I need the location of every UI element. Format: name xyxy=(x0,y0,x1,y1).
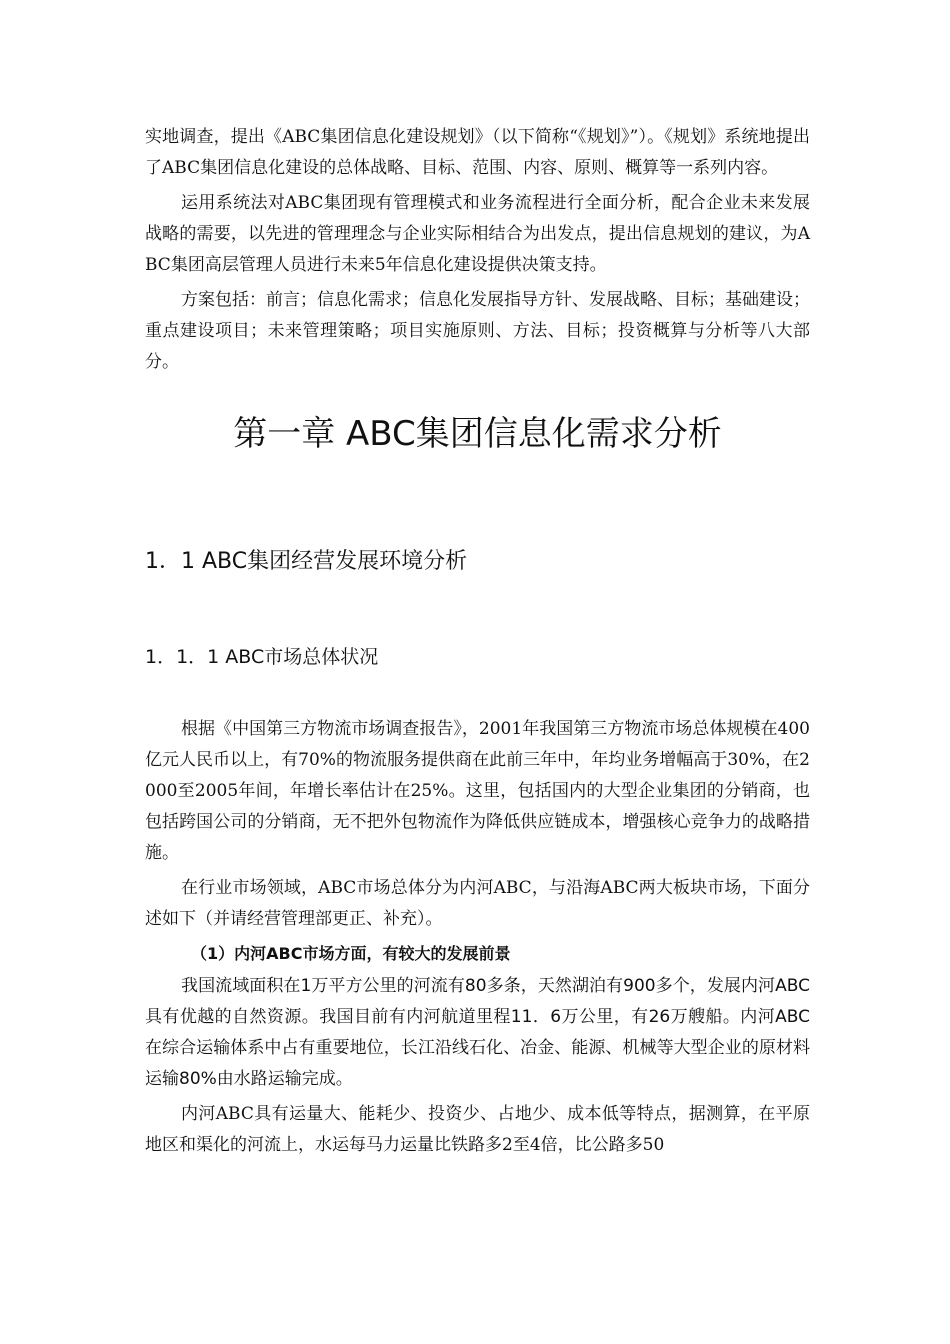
section-heading-1-1-1: 1．1．1 ABC市场总体状况 xyxy=(145,646,379,668)
market-paragraph-1: 根据《中国第三方物流市场调查报告》，2001年我国第三方物流市场总体规模在400亿元人民币以上，有70%的物流服务提供商在此前三年中，年均业务增幅高于30%，在2000至2005年间，年增长率估计在25%。这里，包括国内的大型企业集团的分销商，也包括跨国公司的分销商，无不把外包物流作为降低供应链成本，增强核心竞争力的战略措施。 xyxy=(145,719,810,863)
section-heading-1-1: 1．1 ABC集团经营发展环境分析 xyxy=(145,549,468,574)
inland-subheading: （1）内河ABC市场方面，有较大的发展前景 xyxy=(191,944,511,963)
market-paragraph-2: 在行业市场领域，ABC市场总体分为内河ABC，与沿海ABC两大板块市场，下面分述如下（并请经营管理部更正、补充）。 xyxy=(145,878,810,929)
chapter-title: 第一章 ABC集团信息化需求分析 xyxy=(233,414,722,454)
inland-paragraph-1: 我国流域面积在1万平方公里的河流有80多条，天然湖泊有900多个，发展内河ABC具有优越的自然资源。我国目前有内河航道里程11．6万公里，有26万艘船。内河ABC在综合运输体系中占有重要地位，长江沿线石化、冶金、能源、机械等大型企业的原材料运输80%由水路运输完成。 xyxy=(145,976,810,1089)
intro-paragraph-1: 实地调查，提出《ABC集团信息化建设规划》（以下简称“《规划》”）。《规划》系统地提出了ABC集团信息化建设的总体战略、目标、范围、内容、原则、概算等一系列内容。 xyxy=(145,127,810,178)
intro-paragraph-3: 方案包括：前言；信息化需求；信息化发展指导方针、发展战略、目标；基础建设；重点建设项目；未来管理策略；项目实施原则、方法、目标；投资概算与分析等八大部分。 xyxy=(145,290,810,372)
document-body xyxy=(145,122,810,1165)
intro-paragraph-2: 运用系统法对ABC集团现有管理模式和业务流程进行全面分析，配合企业未来发展战略的需要，以先进的管理理念与企业实际相结合为出发点，提出信息规划的建议，为ABC集团高层管理人员进行未来5年信息化建设提供决策支持。 xyxy=(145,193,810,275)
inland-paragraph-2: 内河ABC具有运量大、能耗少、投资少、占地少、成本低等特点，据测算，在平原地区和渠化的河流上，水运每马力运量比铁路多2至4倍，比公路多50 xyxy=(145,1104,810,1155)
